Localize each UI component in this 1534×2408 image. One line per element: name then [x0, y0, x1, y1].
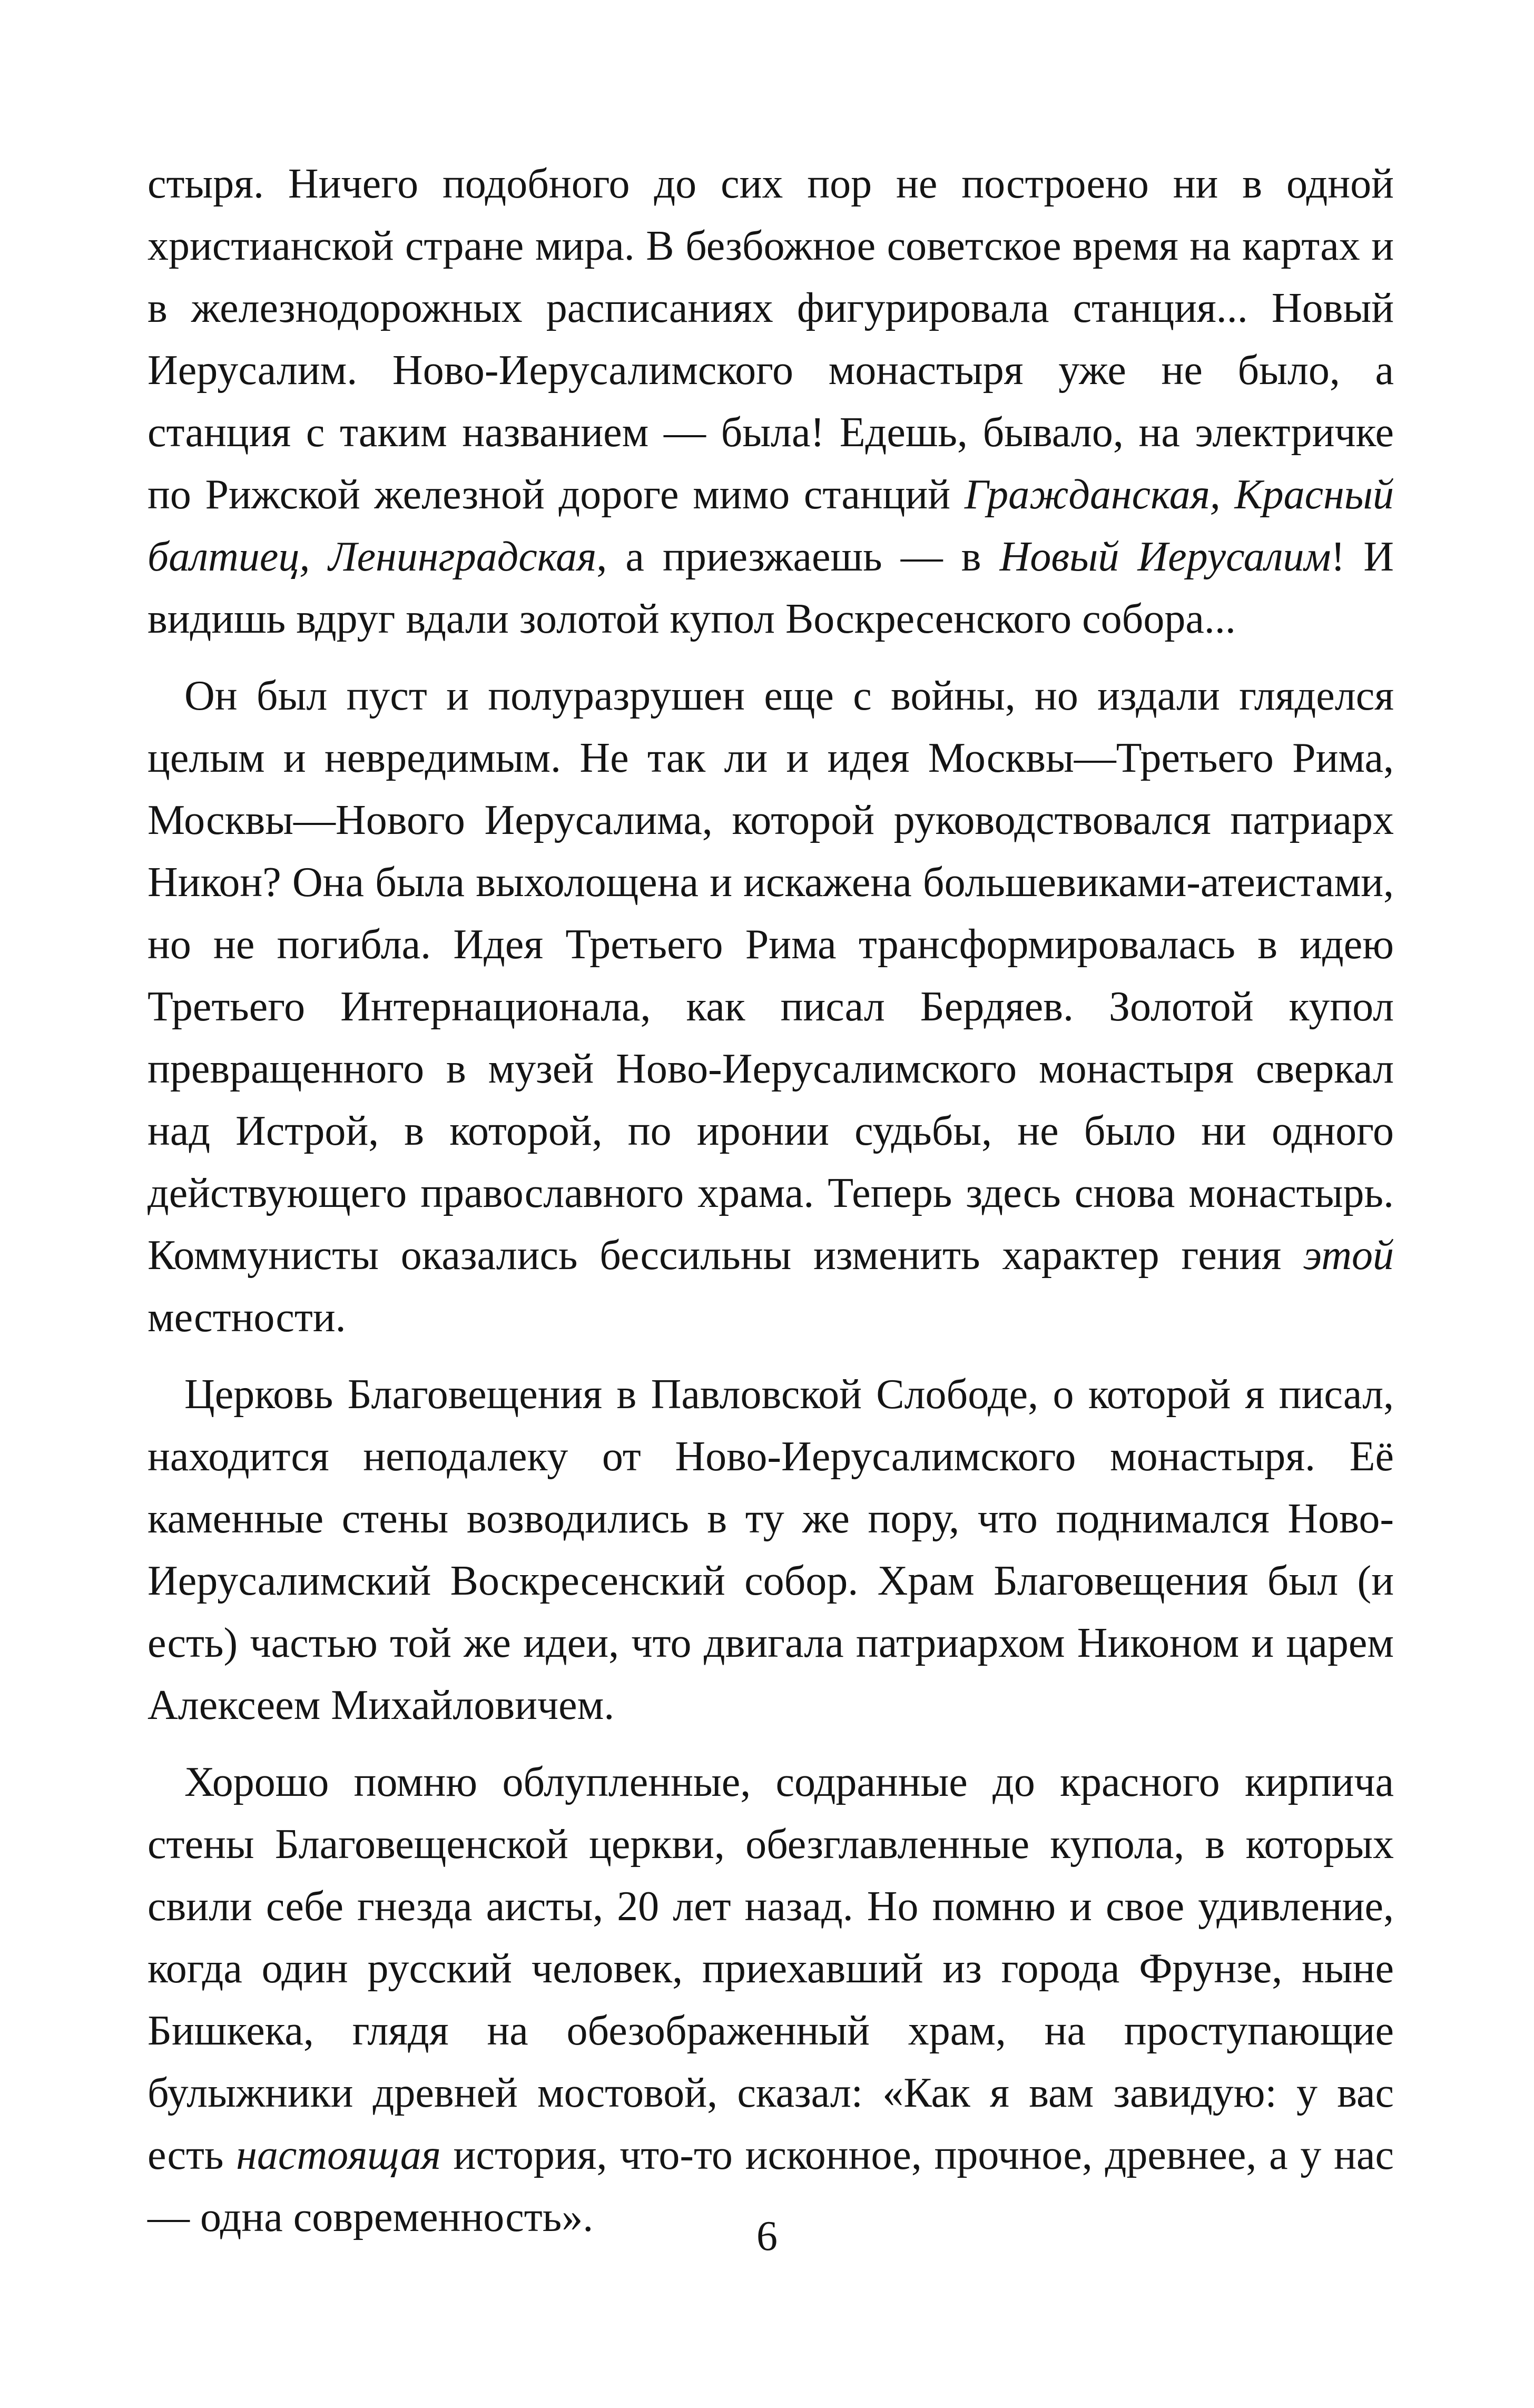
text-segment-italic: Гражданская, Красный балтиец, Ленинградская — [148, 471, 1394, 580]
paragraph-4 — [148, 1751, 1394, 2248]
paragraph-3 — [148, 1363, 1394, 1736]
body-text — [148, 153, 1394, 2248]
text-segment: ! И видишь вдруг вдали золотой купол Воскресенского собора... — [148, 534, 1394, 642]
paragraph-1 — [148, 153, 1394, 650]
page-number: 6 — [756, 2213, 778, 2259]
text-segment: Церковь Благовещения в Павловской Слободе, о которой я писал, находится неподалеку от Ново-Иерусалимского монастыря. Её каменные стены возводились в ту же пору, что поднимался Ново-Иерусалимский Воскресенский собор. Храм Благовещения был (и есть) частью той же идеи, что двигала патриархом Никоном и царем Алексеем Михайловичем. — [148, 1371, 1394, 1728]
paragraph-2 — [148, 665, 1394, 1349]
text-segment-italic: настоящая — [236, 2132, 441, 2178]
text-segment-italic: Новый Иерусалим — [999, 534, 1331, 580]
text-segment: Он был пуст и полуразрушен еще с войны, но издали гляделся целым и невредимым. Не так ли и идея Москвы—Третьего Рима, Москвы—Нового Иерусалима, которой руководствовался патриарх Никон? Она была выхолощена и искажена большевиками-атеистами, но не погибла. Идея Третьего Рима трансформировалась в идею Третьего Интернационала, как писал Бердяев. Золотой купол превращенного в музей Ново-Иерусалимского монастыря сверкал над Истрой, в которой, по иронии судьбы, не было ни одного действующего православного храма. Теперь здесь снова монастырь. Коммунисты оказались бессильны изменить характер гения — [148, 673, 1394, 1279]
text-segment: , а приезжаешь — в — [596, 534, 1000, 580]
text-segment: Хорошо помню облупленные, содранные до красного кирпича стены Благовещенской церкви, обезглавленные купола, в которых свили себе гнезда аисты, 20 лет назад. Но помню и свое удивление, когда один русский человек, приехавший из города Фрунзе, ныне Бишкека, глядя на обезображенный храм, на проступающие булыжники древней мостовой, сказал: «Как я вам завидую: у вас есть — [148, 1759, 1394, 2178]
text-segment: история, что-то исконное, прочное, древнее, а у нас — одна современность». — [148, 2132, 1394, 2240]
text-segment-italic: этой — [1303, 1232, 1394, 1279]
text-segment: местности. — [148, 1294, 346, 1341]
text-segment: стыря. Ничего подобного до сих пор не построено ни в одной христианской стране мира. В безбожное советское время на картах и в железнодорожных расписаниях фигурировала станция... Новый Иерусалим. Ново-Иерусалимского монастыря уже не было, а станция с таким названием — была! Едешь, бывало, на электричке по Рижской железной дороге мимо станций — [148, 161, 1394, 518]
